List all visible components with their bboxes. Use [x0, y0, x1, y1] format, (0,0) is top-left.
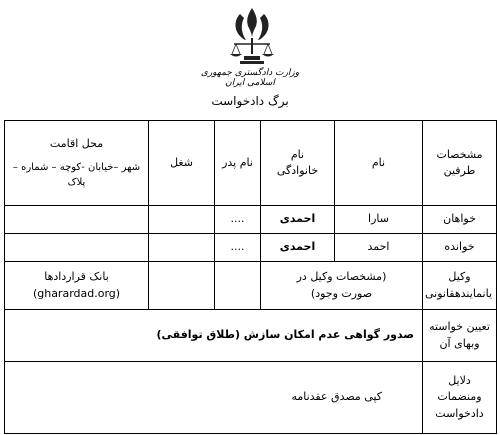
- agent-name: [261, 262, 423, 310]
- agent-label: [423, 262, 497, 310]
- header-residence: [5, 121, 149, 206]
- header-parties: [423, 121, 497, 206]
- agent-label-line2: یانمایندهقانونی: [424, 286, 492, 300]
- header-family-line1: نام: [290, 147, 305, 161]
- reasons-label-line1: دلایل ومنضمات: [437, 373, 482, 404]
- defendant-family: احمدی: [261, 234, 335, 262]
- header-father: نام پدر: [215, 121, 261, 206]
- header-residence-title: محل اقامت: [49, 136, 104, 150]
- subject-value: صدور گواهی عدم امکان سازش (طلاق توافقی): [5, 310, 423, 362]
- plaintiff-label: خواهان: [423, 206, 497, 234]
- header-parties-line2: طرفین: [443, 164, 476, 177]
- plaintiff-father: ....: [215, 206, 261, 234]
- defendant-label: خوانده: [423, 234, 497, 262]
- subject-label-line2: وبهای آن: [439, 336, 480, 350]
- agent-job: [149, 262, 215, 310]
- agent-name-line2: صورت وجود): [310, 286, 373, 300]
- plaintiff-job: [149, 206, 215, 234]
- reasons-row: [5, 362, 497, 434]
- ministry-name: وزارت دادگستری جمهوری اسلامی ایران: [200, 68, 300, 88]
- plaintiff-row: [5, 206, 497, 234]
- defendant-row: [5, 234, 497, 262]
- header-residence-sub: شهر –خیابان -کوچه – شماره –پلاک: [12, 162, 141, 189]
- agent-name-line1: (مشخصات وکیل در: [296, 270, 387, 283]
- plaintiff-name: سارا: [335, 206, 423, 234]
- plaintiff-residence: [5, 206, 149, 234]
- agent-row: [5, 262, 497, 310]
- defendant-residence: [5, 234, 149, 262]
- plaintiff-family: احمدی: [261, 206, 335, 234]
- header-family: [261, 121, 335, 206]
- subject-label: [423, 310, 497, 362]
- reasons-label-line2: دادخواست: [435, 406, 484, 420]
- form-header: [0, 0, 500, 120]
- petition-table: [4, 120, 497, 434]
- defendant-job: [149, 234, 215, 262]
- defendant-father: ....: [215, 234, 261, 262]
- form-title: برگ دادخواست: [211, 94, 289, 108]
- reasons-value: کپی مصدق عقدنامه: [5, 362, 423, 434]
- header-family-line2: خانوادگی: [276, 164, 319, 177]
- agent-residence: بانک قراردادها (gharardad.org): [5, 262, 149, 310]
- subject-row: [5, 310, 497, 362]
- header-job: شغل: [149, 121, 215, 206]
- reasons-label: [423, 362, 497, 434]
- table-header-row: [5, 121, 497, 206]
- agent-father: [215, 262, 261, 310]
- defendant-name: احمد: [335, 234, 423, 262]
- emblem-icon: [222, 4, 282, 68]
- header-name: نام: [335, 121, 423, 206]
- subject-label-line1: تعیین خواسته: [429, 320, 490, 333]
- header-parties-line1: مشخصات: [436, 147, 483, 161]
- agent-label-line1: وکیل: [448, 270, 471, 283]
